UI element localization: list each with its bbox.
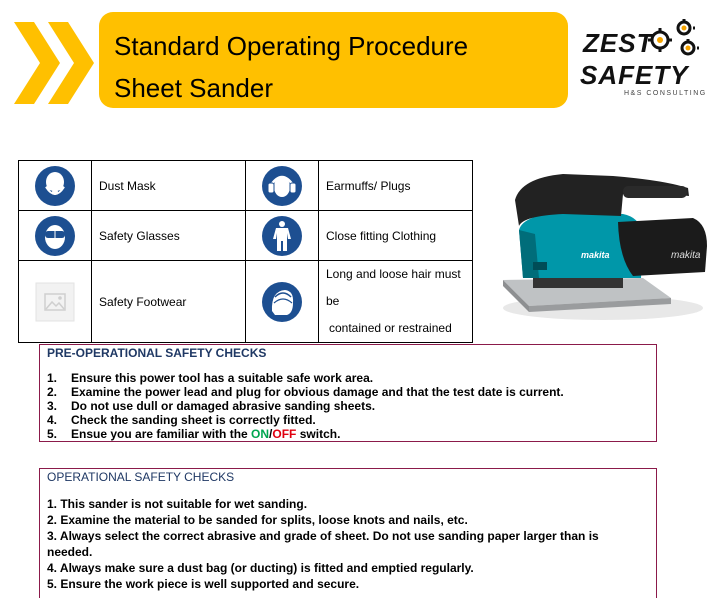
list-item: 1. Ensure this power tool has a suitable safe work area. <box>47 371 374 385</box>
title-banner <box>99 12 568 108</box>
list-item: 5. Ensue you are familiar with the ON/OFF switch. <box>47 427 341 441</box>
list-item: 2. Examine the power lead and plug for obvious damage and that the test date is current. <box>47 385 564 399</box>
pre-operational-section <box>39 344 657 442</box>
operational-section <box>39 468 657 598</box>
ppe-label: contained or restrained <box>329 321 452 335</box>
list-item: 4. Check the sanding sheet is correctly fitted. <box>47 413 316 427</box>
ppe-label: Earmuffs/ Plugs <box>319 161 473 211</box>
list-item: 2. Examine the material to be sanded for splits, loose knots and nails, etc. <box>47 513 468 527</box>
ppe-table <box>18 160 473 343</box>
page-title: Standard Operating Procedure <box>114 31 469 61</box>
chevron-arrows-icon <box>14 22 100 104</box>
pre-operational-list <box>47 371 564 441</box>
ppe-row <box>19 261 473 343</box>
close-fitting-clothing-icon <box>261 215 303 257</box>
svg-text:makita: makita <box>671 250 701 261</box>
ppe-label: Long and loose hair must be <box>326 267 461 308</box>
ppe-row <box>19 211 473 261</box>
logo-tagline: H&S CONSULTING <box>624 90 707 97</box>
hair-net-icon <box>261 281 303 323</box>
list-item: 3. Do not use dull or damaged abrasive sanding sheets. <box>47 399 376 413</box>
list-item: 5. Ensure the work piece is well supported and secure. <box>47 577 360 591</box>
sheet-sander-image <box>493 160 715 326</box>
ppe-row <box>19 161 473 211</box>
safety-glasses-icon <box>34 215 76 257</box>
logo-text-zest: ZEST <box>583 28 654 58</box>
list-item: 4. Always make sure a dust bag (or ducting) is fitted and emptied regularly. <box>47 561 474 575</box>
page-subtitle: Sheet Sander <box>114 73 274 103</box>
off-label: OFF <box>272 427 297 441</box>
earmuffs-icon <box>261 165 303 207</box>
operational-list <box>47 496 647 592</box>
ppe-label: Safety Footwear <box>92 261 246 343</box>
dust-mask-icon <box>34 165 76 207</box>
list-item: 1. This sander is not suitable for wet sanding. <box>47 497 308 511</box>
svg-text:makita: makita <box>581 250 610 260</box>
safety-footwear-icon <box>35 282 75 322</box>
ppe-label: Close fitting Clothing <box>319 211 473 261</box>
on-label: ON <box>251 427 270 441</box>
ppe-label: Dust Mask <box>92 161 246 211</box>
ppe-label: Safety Glasses <box>92 211 246 261</box>
operational-heading: OPERATIONAL SAFETY CHECKS <box>47 470 235 484</box>
company-logo <box>580 16 707 100</box>
pre-operational-heading: PRE-OPERATIONAL SAFETY CHECKS <box>47 346 267 360</box>
logo-text-safety: SAFETY <box>580 60 689 90</box>
list-item: 3. Always select the correct abrasive and grade of sheet. Do not use sanding paper larger than is needed. <box>47 529 599 559</box>
